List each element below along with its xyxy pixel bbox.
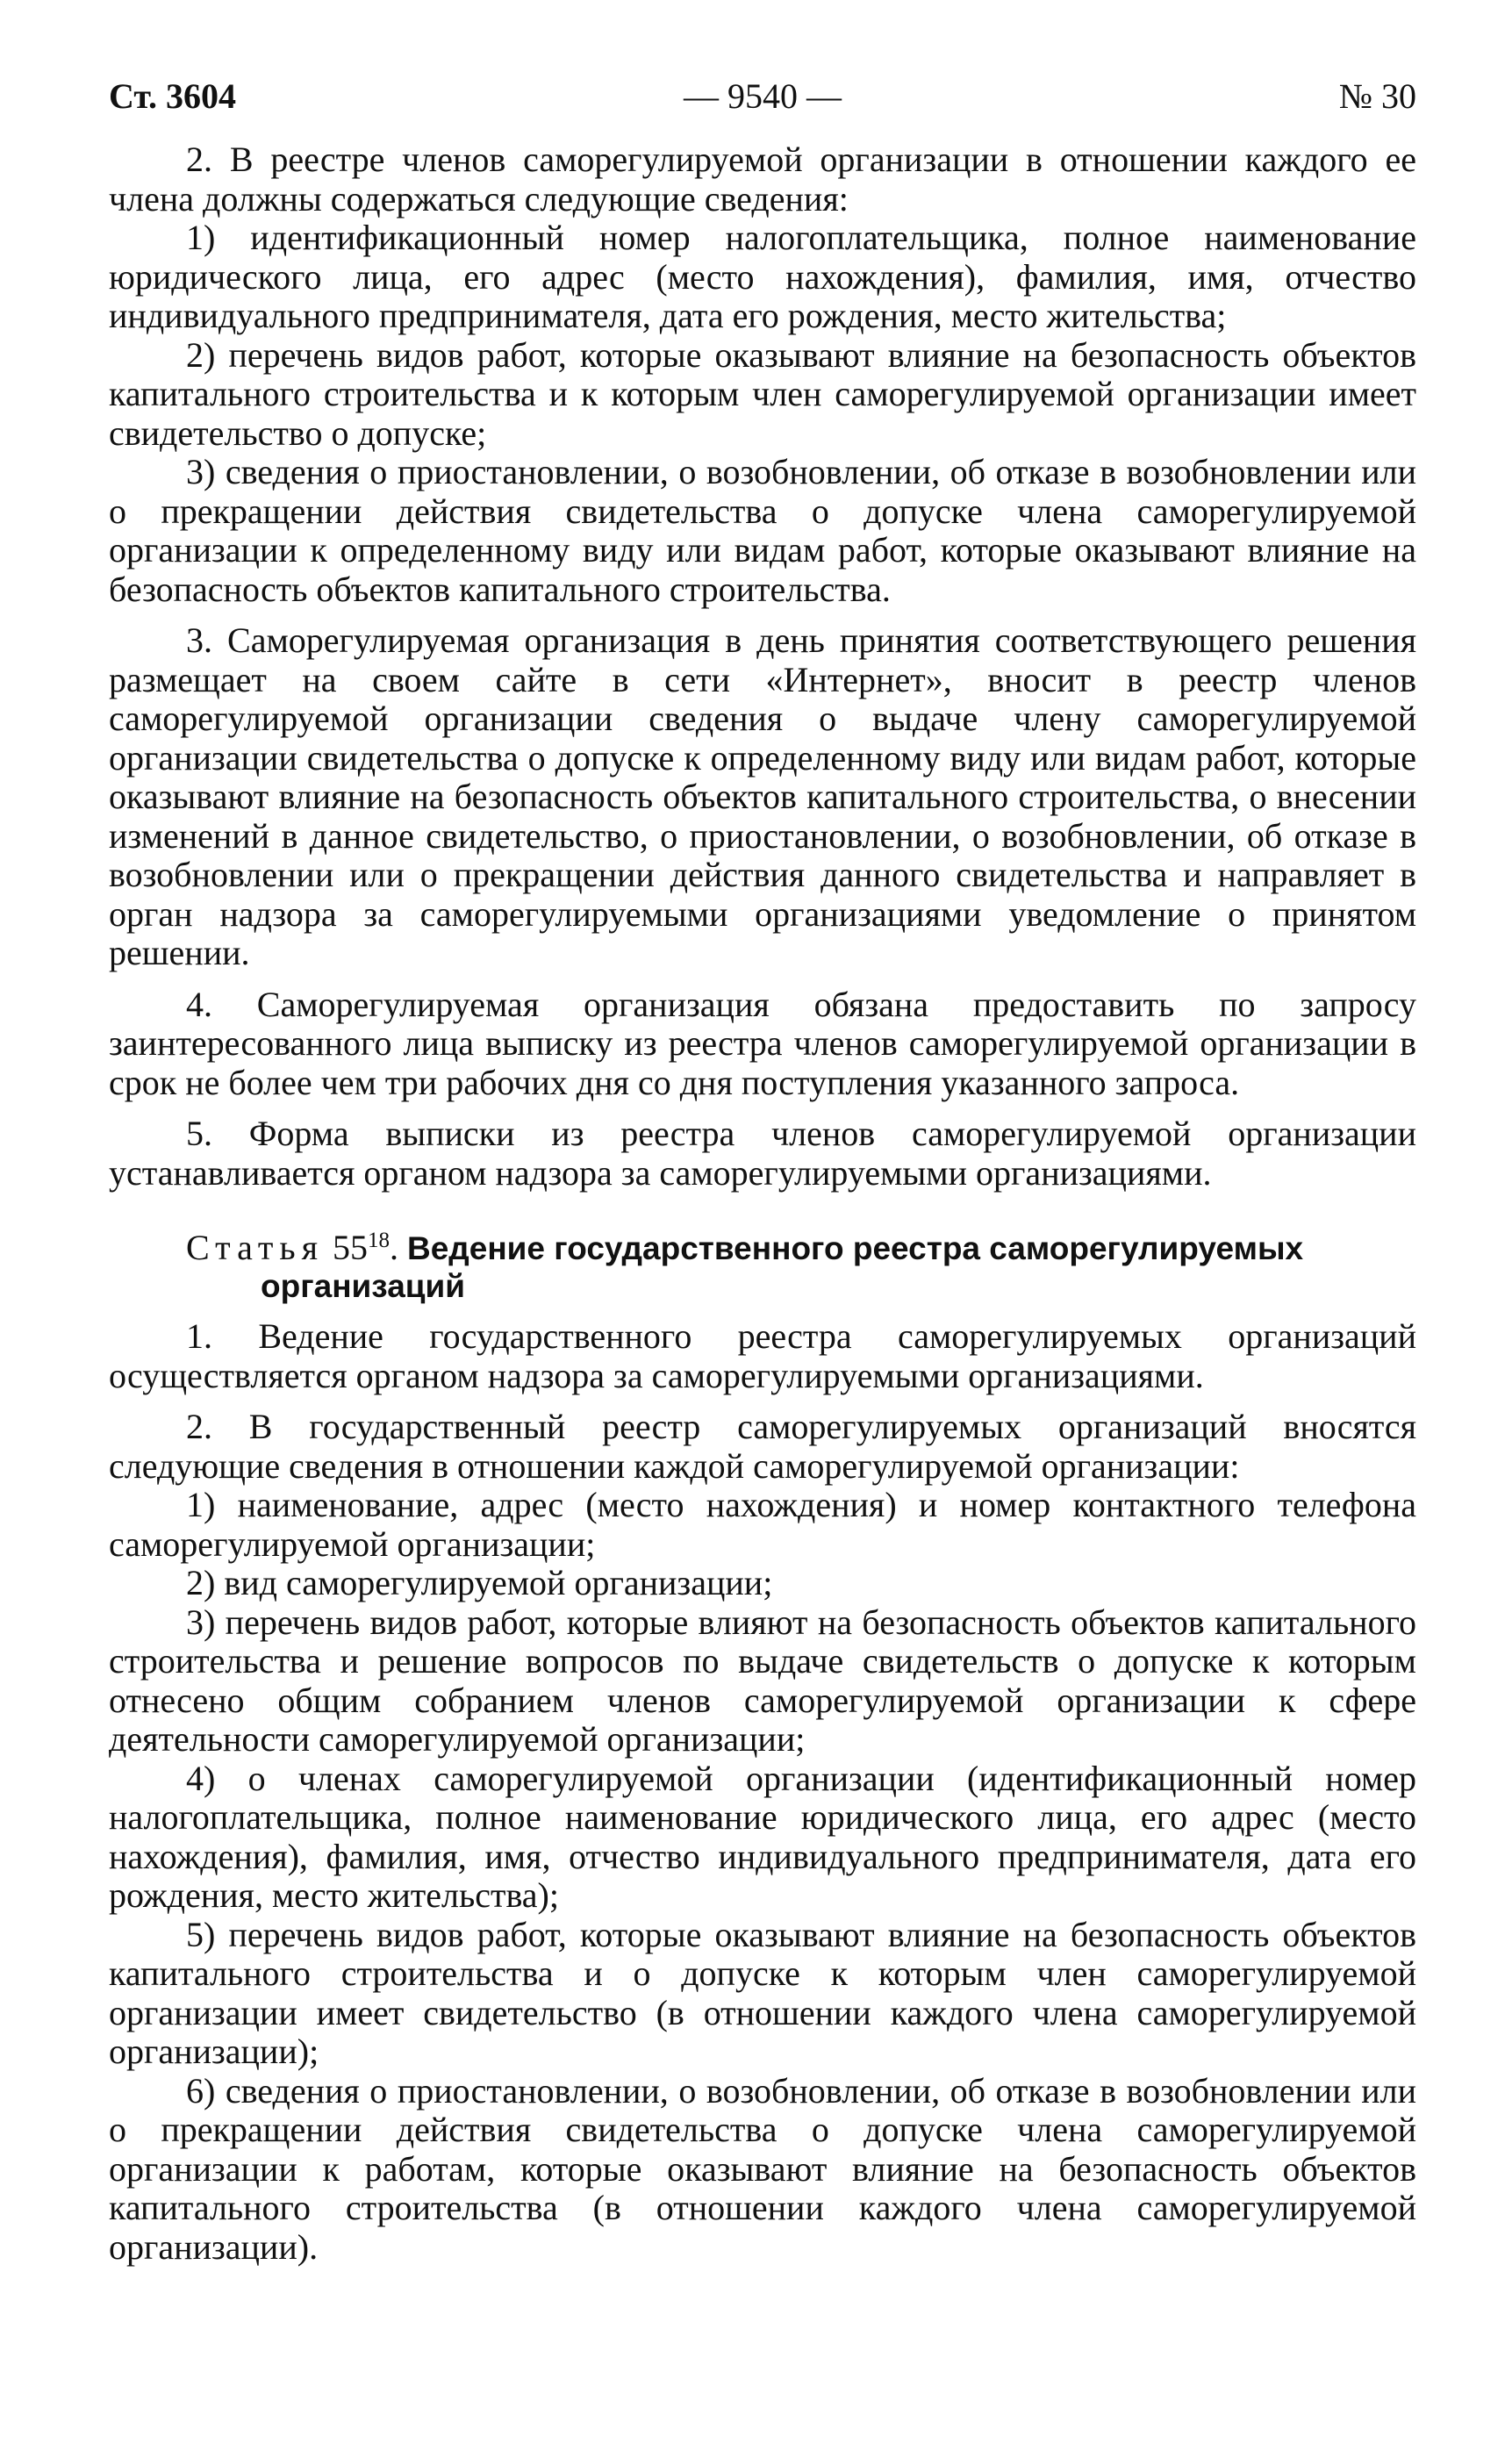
list-item: 2) вид саморегулируемой организации; (186, 1563, 773, 1602)
article-superscript: 18 (367, 1229, 390, 1252)
document-page (109, 77, 1416, 2267)
paragraph: 4. Саморегулируемая организация обязана предоставить по запросу заинтересованного лица выписку из реестра членов саморегулируемой организации в срок не более чем три рабочих дня со дня поступления указанного запроса. (109, 984, 1416, 1102)
paragraph: 3. Саморегулируемая организация в день принятия соответствующего решения размещает на своем сайте в сети «Интернет», вносит в реестр членов саморегулируемой организации сведения о выдаче члену саморегулируемой организации свидетельства о допуске к определенному виду или видам работ, которые оказывают влияние на безопасность объектов капитального строительства, о внесении изменений в данное свидетельство, о приостановлении, о возобновлении, об отказе в возобновлении или о прекращении действия данного свидетельства и направляет в орган надзора за саморегулируемыми организациями уведомление о принятом решении. (109, 620, 1416, 972)
article-title: Ведение государственного реестра саморегулируемых организаций (261, 1230, 1304, 1304)
page-header (109, 77, 1416, 123)
article-label: Статья (186, 1228, 324, 1267)
list-item: 2) перечень видов работ, которые оказывают влияние на безопасность объектов капитального строительства и к которым член саморегулируемой организации имеет свидетельство о допуске; (109, 334, 1416, 453)
article-heading: Статья $55^{18}$. Ведение государственного реестра саморегулируемых организаций (186, 1228, 1304, 1304)
list-item: 4) о членах саморегулируемой организации (идентификационный номер налогоплательщика, полное наименование юридического лица, его адрес (место нахождения), фамилия, имя, отчество индивидуального предпринимателя, дата его рождения, место жительства); (109, 1758, 1416, 1915)
issue-number: № 30 (1338, 76, 1416, 116)
list-item: 3) перечень видов работ, которые влияют на безопасность объектов капитального строительства и решение вопросов по выдаче свидетельств о допуске к которым отнесено общим собранием членов саморегулируемой организации к сфере деятельности саморегулируемой организации; (109, 1602, 1416, 1759)
paragraph: 5. Форма выписки из реестра членов саморегулируемой организации устанавливается органом надзора за саморегулируемыми организациями. (109, 1114, 1416, 1193)
list-item: 3) сведения о приостановлении, о возобновлении, об отказе в возобновлении или о прекращении действия свидетельства о допуске члена саморегулируемой организации к определенному виду или видам работ, которые оказывают влияние на безопасность объектов капитального строительства. (109, 452, 1416, 609)
paragraph: 2. В реестре членов саморегулируемой организации в отношении каждого ее члена должны содержаться следующие сведения: (109, 140, 1416, 219)
page-number: — 9540 — (684, 76, 842, 116)
list-item: 1) наименование, адрес (место нахождения) и номер контактного телефона саморегулируемой организации; (109, 1485, 1416, 1564)
article-heading-number: 55 (332, 1228, 368, 1267)
list-item: 5) перечень видов работ, которые оказывают влияние на безопасность объектов капитального строительства и о допуске к которым член саморегулируемой организации имеет свидетельство (в отношении каждого члена саморегулируемой организации); (109, 1914, 1416, 2071)
article-number: Ст. 3604 (109, 76, 236, 116)
paragraph: 2. В государственный реестр саморегулируемых организаций вносятся следующие сведения в отношении каждой саморегулируемой организации: (109, 1407, 1416, 1486)
list-item: 1) идентификационный номер налогоплательщика, полное наименование юридического лица, его адрес (место нахождения), фамилия, имя, отчество индивидуального предпринимателя, дата его рождения, место жительства; (109, 218, 1416, 335)
paragraph: 1. Ведение государственного реестра саморегулируемых организаций осуществляется органом надзора за саморегулируемыми организациями. (109, 1316, 1416, 1395)
list-item: 6) сведения о приостановлении, о возобновлении, об отказе в возобновлении или о прекращении действия свидетельства о допуске члена саморегулируемой организации к работам, которые оказывают влияние на безопасность объектов капитального строительства (в отношении каждого члена саморегулируемой организации). (109, 2070, 1416, 2267)
